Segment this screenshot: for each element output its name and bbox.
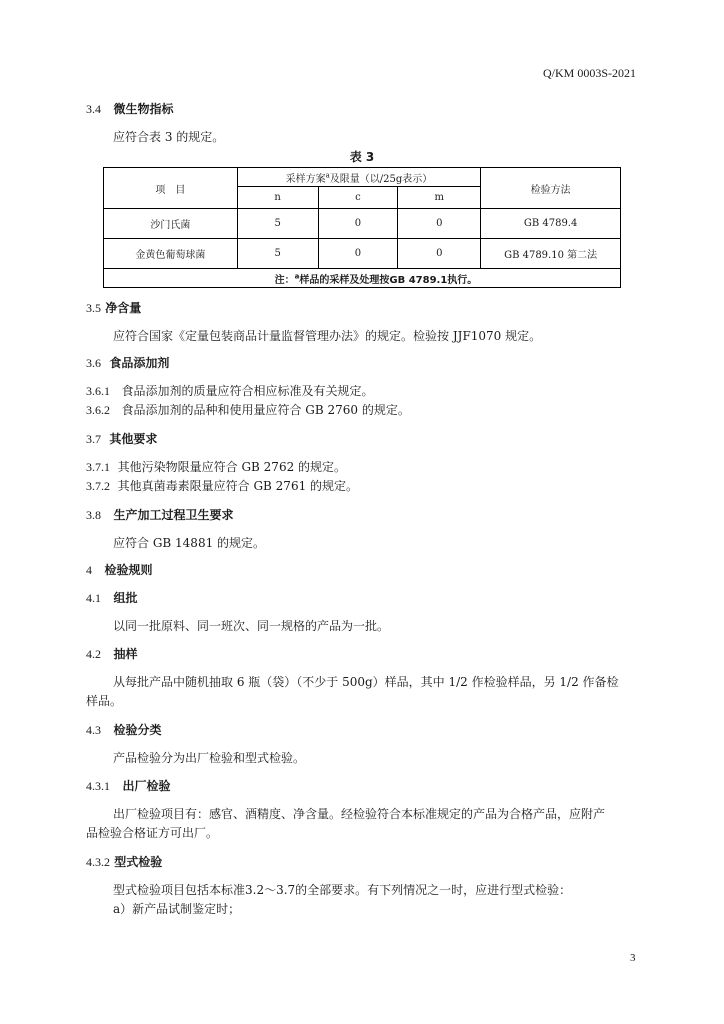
table-caption: 表 3	[349, 150, 375, 164]
section-4-2-text-line2: 样品。	[86, 694, 123, 708]
section-number: 3.4	[86, 102, 101, 116]
section-title: 出厂检验	[122, 779, 171, 793]
note-text: 样品的采样及处理按GB 4789.1执行。	[299, 274, 478, 286]
section-4-1-text: 以同一批原料、同一班次、同一规格的产品为一批。	[113, 619, 390, 633]
section-4-3-2-heading	[86, 853, 162, 870]
section-title: 其他要求	[109, 432, 158, 446]
section-title: 微生物指标	[113, 102, 174, 116]
cell-n: 5	[237, 209, 318, 239]
section-title: 检验分类	[113, 723, 162, 737]
table-3	[103, 167, 621, 288]
item-3-7-1	[86, 458, 346, 475]
note-prefix: 注：	[274, 274, 295, 286]
item-number: 3.7.1	[86, 460, 110, 474]
section-number: 4.2	[86, 647, 101, 661]
item-number: 3.7.2	[86, 479, 110, 493]
section-4-3-1-text-line2: 品检验合格证方可出厂。	[86, 826, 219, 840]
item-text: 食品添加剂的品种和使用量应符合 GB 2760 的规定。	[121, 403, 410, 417]
section-number: 4.3.1	[86, 779, 110, 793]
section-4-3-text: 产品检验分为出厂检验和型式检验。	[113, 751, 306, 765]
table-row	[104, 239, 621, 269]
footnote-marker: a	[325, 171, 330, 180]
document-code: Q/KM 0003S-2021	[542, 66, 636, 80]
cell-c: 0	[318, 239, 398, 269]
note-marker: a	[294, 272, 300, 281]
cell-n: 5	[237, 239, 318, 269]
section-title: 抽样	[113, 647, 138, 661]
section-3-7-heading	[86, 430, 157, 447]
header-sampling-plan-tail: 及限量（以/25g表示）	[329, 173, 433, 185]
section-number: 3.8	[86, 508, 101, 522]
cell-method: GB 4789.10 第二法	[481, 239, 621, 269]
section-title: 检验规则	[104, 563, 153, 577]
section-3-8-text: 应符合 GB 14881 的规定。	[113, 536, 266, 550]
header-sampling-plan	[237, 168, 480, 187]
header-n: n	[237, 187, 318, 209]
section-4-3-2-text-line2: a）新产品试制鉴定时；	[113, 902, 241, 916]
header-sampling-plan-label: 采样方案	[285, 173, 326, 185]
item-text: 食品添加剂的质量应符合相应标准及有关规定。	[121, 384, 374, 398]
header-c: c	[318, 187, 398, 209]
item-3-6-2	[86, 401, 410, 418]
header-m: m	[398, 187, 481, 209]
section-number: 4.3.2	[86, 855, 110, 869]
item-3-6-1	[86, 382, 373, 399]
section-4-2-heading	[86, 645, 138, 662]
page-number: 3	[630, 952, 636, 964]
table-row	[104, 209, 621, 239]
section-number: 3.7	[86, 432, 101, 446]
item-text: 其他真菌毒素限量应符合 GB 2761 的规定。	[117, 479, 359, 493]
item-3-7-2	[86, 477, 358, 494]
section-4-3-2-text-line1: 型式检验项目包括本标准3.2～3.7的全部要求。有下列情况之一时，应进行型式检验：	[113, 883, 572, 897]
section-number: 4	[86, 563, 92, 577]
section-number: 4.1	[86, 591, 101, 605]
cell-item: 金黄色葡萄球菌	[104, 239, 238, 269]
section-4-heading	[86, 561, 153, 578]
item-number: 3.6.1	[86, 384, 110, 398]
section-number: 4.3	[86, 723, 101, 737]
cell-m: 0	[398, 239, 481, 269]
cell-m: 0	[398, 209, 481, 239]
section-3-4-text: 应符合表 3 的规定。	[113, 130, 225, 144]
section-title: 净含量	[105, 301, 142, 315]
section-4-1-heading	[86, 589, 138, 606]
section-4-3-heading	[86, 721, 162, 738]
cell-item: 沙门氏菌	[104, 209, 238, 239]
header-item: 项 目	[104, 168, 238, 209]
section-3-8-heading	[86, 506, 234, 523]
section-title: 型式检验	[114, 855, 163, 869]
header-method: 检验方法	[481, 168, 621, 209]
section-title: 生产加工过程卫生要求	[113, 508, 234, 522]
section-4-2-text-line1: 从每批产品中随机抽取 6 瓶（袋）（不少于 500g）样品，其中 1/2 作检验样品，另 1/2 作备检	[113, 675, 619, 689]
section-3-6-heading	[86, 354, 169, 371]
section-4-3-1-text-line1: 出厂检验项目有：感官、酒精度、净含量。经检验符合本标准规定的产品为合格产品，应附产	[113, 807, 606, 821]
section-title: 食品添加剂	[109, 356, 170, 370]
cell-c: 0	[318, 209, 398, 239]
section-3-5-heading	[86, 299, 141, 316]
table-note	[104, 269, 621, 288]
section-number: 3.5	[86, 301, 101, 315]
item-text: 其他污染物限量应符合 GB 2762 的规定。	[117, 460, 347, 474]
section-title: 组批	[113, 591, 138, 605]
cell-method: GB 4789.4	[481, 209, 621, 239]
item-number: 3.6.2	[86, 403, 110, 417]
section-3-5-text: 应符合国家《定量包装商品计量监督管理办法》的规定。检验按 JJF1070 规定。	[113, 329, 542, 343]
section-4-3-1-heading	[86, 777, 171, 794]
section-number: 3.6	[86, 356, 101, 370]
section-3-4-heading	[86, 100, 174, 117]
